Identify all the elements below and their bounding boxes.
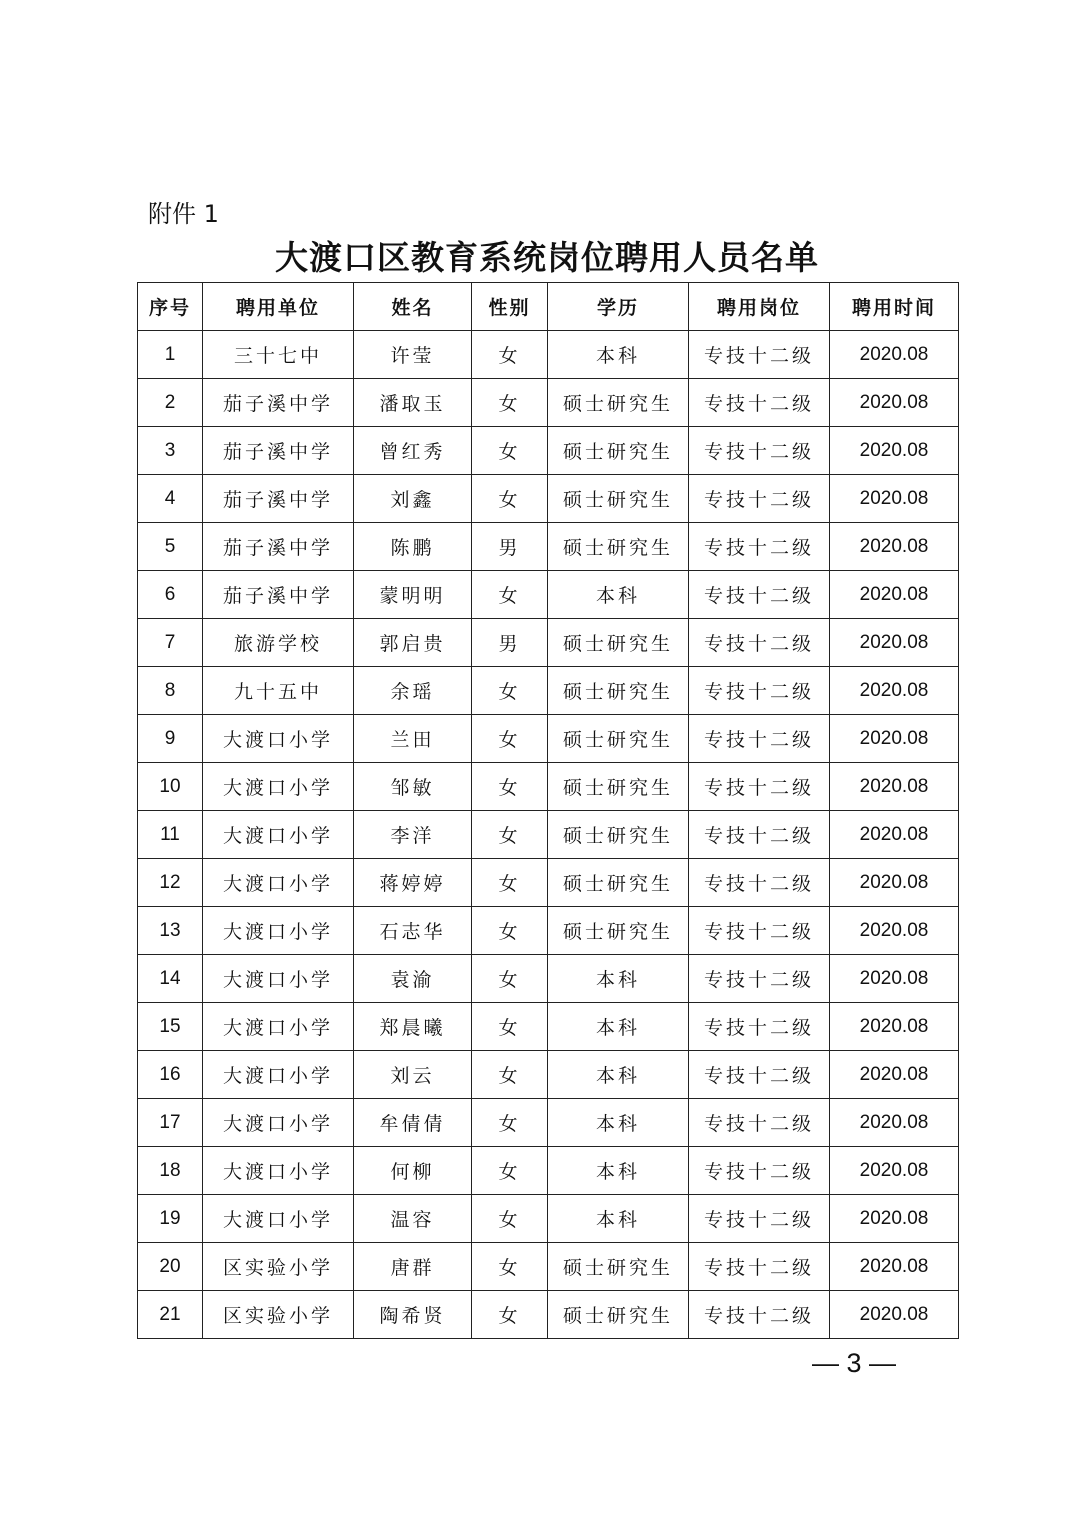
cell-position: 专技十二级 bbox=[689, 955, 830, 1003]
cell-unit: 茄子溪中学 bbox=[203, 571, 354, 619]
cell-name: 牟倩倩 bbox=[354, 1099, 472, 1147]
header-gender: 性别 bbox=[472, 283, 548, 331]
cell-education: 硕士研究生 bbox=[548, 427, 689, 475]
cell-gender: 女 bbox=[472, 1147, 548, 1195]
cell-name: 邹敏 bbox=[354, 763, 472, 811]
cell-gender: 男 bbox=[472, 523, 548, 571]
table-row bbox=[138, 1003, 959, 1051]
cell-education: 硕士研究生 bbox=[548, 715, 689, 763]
header-education: 学历 bbox=[548, 283, 689, 331]
cell-index: 2 bbox=[138, 379, 203, 427]
cell-gender: 女 bbox=[472, 427, 548, 475]
table-header-row bbox=[138, 283, 959, 331]
document-title: 大渡口区教育系统岗位聘用人员名单 bbox=[275, 238, 819, 277]
cell-position: 专技十二级 bbox=[689, 619, 830, 667]
cell-name: 温容 bbox=[354, 1195, 472, 1243]
cell-name: 刘鑫 bbox=[354, 475, 472, 523]
cell-unit: 大渡口小学 bbox=[203, 1195, 354, 1243]
header-position: 聘用岗位 bbox=[689, 283, 830, 331]
cell-index: 9 bbox=[138, 715, 203, 763]
cell-date: 2020.08 bbox=[830, 379, 959, 427]
cell-position: 专技十二级 bbox=[689, 523, 830, 571]
cell-unit: 大渡口小学 bbox=[203, 763, 354, 811]
cell-position: 专技十二级 bbox=[689, 1147, 830, 1195]
cell-gender: 女 bbox=[472, 571, 548, 619]
cell-unit: 旅游学校 bbox=[203, 619, 354, 667]
cell-education: 本科 bbox=[548, 1195, 689, 1243]
cell-index: 18 bbox=[138, 1147, 203, 1195]
cell-position: 专技十二级 bbox=[689, 1099, 830, 1147]
cell-unit: 茄子溪中学 bbox=[203, 379, 354, 427]
cell-index: 5 bbox=[138, 523, 203, 571]
cell-index: 16 bbox=[138, 1051, 203, 1099]
cell-name: 郭启贵 bbox=[354, 619, 472, 667]
cell-position: 专技十二级 bbox=[689, 379, 830, 427]
cell-date: 2020.08 bbox=[830, 1099, 959, 1147]
cell-education: 本科 bbox=[548, 955, 689, 1003]
table-row bbox=[138, 811, 959, 859]
cell-position: 专技十二级 bbox=[689, 907, 830, 955]
cell-position: 专技十二级 bbox=[689, 715, 830, 763]
table-row bbox=[138, 427, 959, 475]
cell-gender: 女 bbox=[472, 1195, 548, 1243]
cell-date: 2020.08 bbox=[830, 907, 959, 955]
cell-date: 2020.08 bbox=[830, 427, 959, 475]
cell-name: 蒙明明 bbox=[354, 571, 472, 619]
cell-education: 硕士研究生 bbox=[548, 859, 689, 907]
cell-name: 唐群 bbox=[354, 1243, 472, 1291]
cell-unit: 大渡口小学 bbox=[203, 907, 354, 955]
table-row bbox=[138, 955, 959, 1003]
cell-gender: 女 bbox=[472, 715, 548, 763]
cell-gender: 女 bbox=[472, 859, 548, 907]
cell-index: 10 bbox=[138, 763, 203, 811]
cell-position: 专技十二级 bbox=[689, 571, 830, 619]
cell-name: 曾红秀 bbox=[354, 427, 472, 475]
cell-date: 2020.08 bbox=[830, 811, 959, 859]
cell-index: 4 bbox=[138, 475, 203, 523]
cell-position: 专技十二级 bbox=[689, 859, 830, 907]
cell-name: 陈鹏 bbox=[354, 523, 472, 571]
cell-name: 兰田 bbox=[354, 715, 472, 763]
header-index: 序号 bbox=[138, 283, 203, 331]
cell-unit: 三十七中 bbox=[203, 331, 354, 379]
cell-education: 硕士研究生 bbox=[548, 1291, 689, 1339]
cell-unit: 九十五中 bbox=[203, 667, 354, 715]
cell-education: 本科 bbox=[548, 331, 689, 379]
cell-position: 专技十二级 bbox=[689, 667, 830, 715]
cell-name: 许莹 bbox=[354, 331, 472, 379]
cell-position: 专技十二级 bbox=[689, 475, 830, 523]
cell-date: 2020.08 bbox=[830, 571, 959, 619]
cell-name: 何柳 bbox=[354, 1147, 472, 1195]
cell-name: 潘取玉 bbox=[354, 379, 472, 427]
page-number: — 3 — bbox=[812, 1348, 897, 1378]
cell-position: 专技十二级 bbox=[689, 331, 830, 379]
cell-date: 2020.08 bbox=[830, 763, 959, 811]
cell-name: 袁渝 bbox=[354, 955, 472, 1003]
cell-education: 硕士研究生 bbox=[548, 811, 689, 859]
cell-date: 2020.08 bbox=[830, 667, 959, 715]
cell-unit: 大渡口小学 bbox=[203, 955, 354, 1003]
cell-education: 硕士研究生 bbox=[548, 523, 689, 571]
cell-education: 本科 bbox=[548, 1051, 689, 1099]
cell-education: 硕士研究生 bbox=[548, 763, 689, 811]
cell-position: 专技十二级 bbox=[689, 763, 830, 811]
cell-position: 专技十二级 bbox=[689, 811, 830, 859]
cell-gender: 女 bbox=[472, 907, 548, 955]
cell-index: 3 bbox=[138, 427, 203, 475]
cell-gender: 女 bbox=[472, 667, 548, 715]
cell-unit: 大渡口小学 bbox=[203, 859, 354, 907]
cell-education: 硕士研究生 bbox=[548, 907, 689, 955]
table-row bbox=[138, 859, 959, 907]
cell-gender: 女 bbox=[472, 1003, 548, 1051]
cell-gender: 女 bbox=[472, 1243, 548, 1291]
cell-gender: 女 bbox=[472, 1291, 548, 1339]
table-body bbox=[138, 331, 959, 1339]
cell-index: 20 bbox=[138, 1243, 203, 1291]
cell-name: 陶希贤 bbox=[354, 1291, 472, 1339]
cell-name: 余瑶 bbox=[354, 667, 472, 715]
cell-name: 刘云 bbox=[354, 1051, 472, 1099]
cell-date: 2020.08 bbox=[830, 475, 959, 523]
cell-index: 8 bbox=[138, 667, 203, 715]
cell-index: 15 bbox=[138, 1003, 203, 1051]
personnel-table bbox=[137, 282, 959, 1339]
cell-index: 13 bbox=[138, 907, 203, 955]
cell-position: 专技十二级 bbox=[689, 1051, 830, 1099]
cell-date: 2020.08 bbox=[830, 331, 959, 379]
cell-unit: 大渡口小学 bbox=[203, 1147, 354, 1195]
cell-unit: 茄子溪中学 bbox=[203, 523, 354, 571]
cell-date: 2020.08 bbox=[830, 859, 959, 907]
cell-index: 6 bbox=[138, 571, 203, 619]
cell-index: 1 bbox=[138, 331, 203, 379]
header-date: 聘用时间 bbox=[830, 283, 959, 331]
cell-position: 专技十二级 bbox=[689, 427, 830, 475]
cell-name: 石志华 bbox=[354, 907, 472, 955]
cell-education: 硕士研究生 bbox=[548, 1243, 689, 1291]
cell-education: 硕士研究生 bbox=[548, 475, 689, 523]
cell-date: 2020.08 bbox=[830, 1003, 959, 1051]
cell-index: 21 bbox=[138, 1291, 203, 1339]
cell-gender: 女 bbox=[472, 1099, 548, 1147]
cell-date: 2020.08 bbox=[830, 715, 959, 763]
cell-date: 2020.08 bbox=[830, 955, 959, 1003]
cell-unit: 茄子溪中学 bbox=[203, 427, 354, 475]
cell-index: 7 bbox=[138, 619, 203, 667]
cell-gender: 女 bbox=[472, 763, 548, 811]
cell-unit: 大渡口小学 bbox=[203, 715, 354, 763]
cell-date: 2020.08 bbox=[830, 1291, 959, 1339]
cell-name: 李洋 bbox=[354, 811, 472, 859]
cell-date: 2020.08 bbox=[830, 1195, 959, 1243]
cell-unit: 大渡口小学 bbox=[203, 811, 354, 859]
cell-education: 硕士研究生 bbox=[548, 619, 689, 667]
table-row bbox=[138, 1291, 959, 1339]
cell-name: 蒋婷婷 bbox=[354, 859, 472, 907]
cell-gender: 女 bbox=[472, 331, 548, 379]
header-name: 姓名 bbox=[354, 283, 472, 331]
cell-unit: 茄子溪中学 bbox=[203, 475, 354, 523]
cell-gender: 女 bbox=[472, 1051, 548, 1099]
table-row bbox=[138, 1195, 959, 1243]
table-row bbox=[138, 1051, 959, 1099]
attachment-label: 附件 1 bbox=[148, 200, 219, 228]
cell-date: 2020.08 bbox=[830, 1243, 959, 1291]
cell-position: 专技十二级 bbox=[689, 1195, 830, 1243]
table-row bbox=[138, 331, 959, 379]
cell-education: 硕士研究生 bbox=[548, 379, 689, 427]
cell-index: 11 bbox=[138, 811, 203, 859]
table-row bbox=[138, 763, 959, 811]
cell-gender: 女 bbox=[472, 475, 548, 523]
cell-unit: 大渡口小学 bbox=[203, 1099, 354, 1147]
cell-index: 17 bbox=[138, 1099, 203, 1147]
cell-unit: 区实验小学 bbox=[203, 1291, 354, 1339]
table-row bbox=[138, 1147, 959, 1195]
cell-gender: 女 bbox=[472, 379, 548, 427]
table-row bbox=[138, 379, 959, 427]
cell-index: 14 bbox=[138, 955, 203, 1003]
table-row bbox=[138, 475, 959, 523]
cell-unit: 大渡口小学 bbox=[203, 1003, 354, 1051]
cell-date: 2020.08 bbox=[830, 1051, 959, 1099]
cell-date: 2020.08 bbox=[830, 523, 959, 571]
cell-position: 专技十二级 bbox=[689, 1243, 830, 1291]
cell-date: 2020.08 bbox=[830, 619, 959, 667]
cell-education: 本科 bbox=[548, 1147, 689, 1195]
cell-unit: 大渡口小学 bbox=[203, 1051, 354, 1099]
cell-position: 专技十二级 bbox=[689, 1291, 830, 1339]
cell-unit: 区实验小学 bbox=[203, 1243, 354, 1291]
cell-index: 12 bbox=[138, 859, 203, 907]
table-row bbox=[138, 571, 959, 619]
table-row bbox=[138, 619, 959, 667]
cell-gender: 男 bbox=[472, 619, 548, 667]
table-row bbox=[138, 667, 959, 715]
cell-education: 硕士研究生 bbox=[548, 667, 689, 715]
table-row bbox=[138, 523, 959, 571]
cell-education: 本科 bbox=[548, 1099, 689, 1147]
cell-index: 19 bbox=[138, 1195, 203, 1243]
cell-education: 本科 bbox=[548, 1003, 689, 1051]
table-row bbox=[138, 1099, 959, 1147]
cell-name: 郑晨曦 bbox=[354, 1003, 472, 1051]
cell-gender: 女 bbox=[472, 955, 548, 1003]
table-row bbox=[138, 1243, 959, 1291]
table-row bbox=[138, 715, 959, 763]
cell-education: 本科 bbox=[548, 571, 689, 619]
cell-position: 专技十二级 bbox=[689, 1003, 830, 1051]
header-unit: 聘用单位 bbox=[203, 283, 354, 331]
table-row bbox=[138, 907, 959, 955]
cell-date: 2020.08 bbox=[830, 1147, 959, 1195]
cell-gender: 女 bbox=[472, 811, 548, 859]
